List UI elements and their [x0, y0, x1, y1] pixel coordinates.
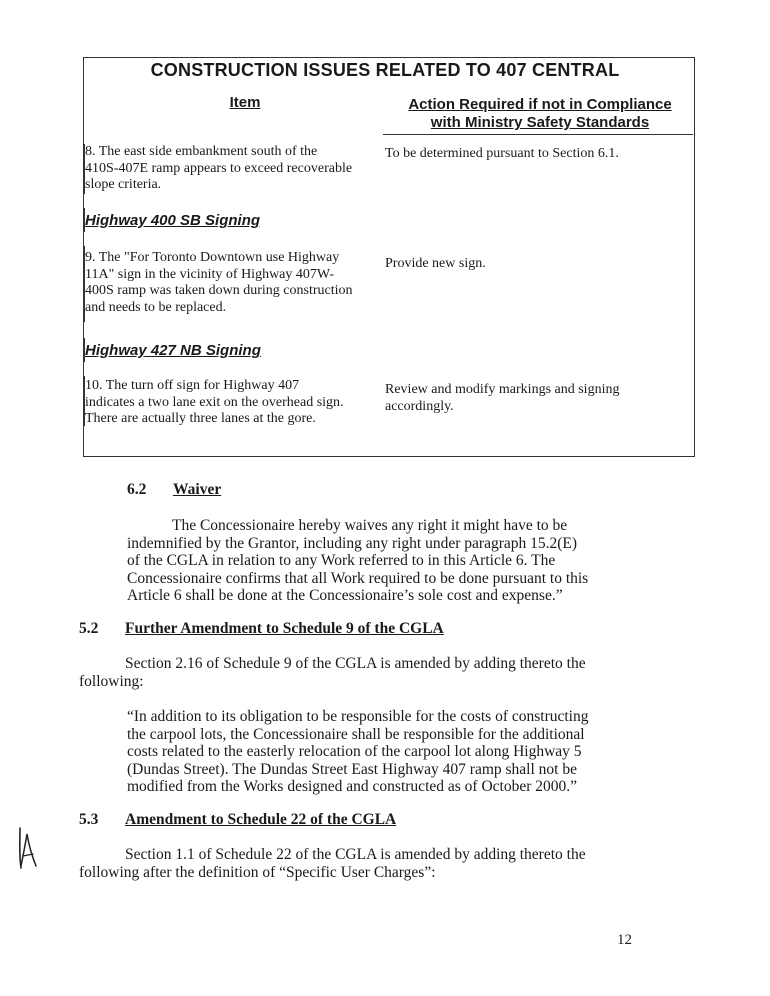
- subheading-highway-400: Highway 400 SB Signing: [85, 212, 261, 229]
- column-header-action: Action Required if not in Compliance with Ministry Safety Standards: [408, 96, 672, 131]
- column-header-item: Item: [229, 94, 261, 111]
- table-row-action: To be determined pursuant to Section 6.1.: [385, 146, 619, 161]
- section-heading-5-2: 5.2 Further Amendment to Schedule 9 of the CGLA: [79, 620, 444, 637]
- waiver-paragraph: The Concessionaire hereby waives any right it might have to be indemnified by the Grantor, including any right under paragraph 15.2(E) of the CGLA in relation to any Work referred to in this Article 6. The Concessionaire confirms that all Work required to be done pursuant to this Article 6 shall be done at the Concessionaire’s sole cost and expense.”: [127, 517, 589, 604]
- section-5-3-paragraph: Section 1.1 of Schedule 22 of the CGLA is amended by adding thereto the following after the definition of “Specific User Charges”:: [79, 846, 586, 881]
- section-heading-6-2: 6.2 Waiver: [127, 481, 222, 498]
- table-row-item: 10. The turn off sign for Highway 407 indicates a two lane exit on the overhead sign. There are actually three lanes at the gore.: [85, 378, 344, 426]
- section-5-2-quote: “In addition to its obligation to be responsible for the costs of constructing the carpool lots, the Concessionaire shall be responsible for the additional costs related to the easterly relocation of the carpool lot along Highway 5 (Dundas Street). The Dundas Street East Highway 407 ramp shall not be modified from the Works designed and constructed as of October 2000.”: [127, 708, 589, 795]
- table-title: CONSTRUCTION ISSUES RELATED TO 407 CENTRAL: [150, 60, 620, 80]
- table-row-item: 9. The "For Toronto Downtown use Highway 11A" sign in the vicinity of Highway 407W- 400S ramp was taken down during construction and needs to be replaced.: [85, 250, 353, 315]
- table-row-item: 8. The east side embankment south of the 410S-407E ramp appears to exceed recoverable slope criteria.: [85, 144, 353, 192]
- table-row-action: Provide new sign.: [385, 256, 486, 271]
- subheading-highway-427: Highway 427 NB Signing: [85, 342, 261, 359]
- table-row-action: Review and modify markings and signing accordingly.: [385, 382, 620, 414]
- section-5-2-intro: Section 2.16 of Schedule 9 of the CGLA is amended by adding thereto the following:: [79, 655, 586, 690]
- page-number: 12: [617, 932, 632, 948]
- section-heading-5-3: 5.3 Amendment to Schedule 22 of the CGLA: [79, 811, 397, 828]
- initials-icon: [16, 826, 42, 870]
- header-rule: [383, 134, 693, 135]
